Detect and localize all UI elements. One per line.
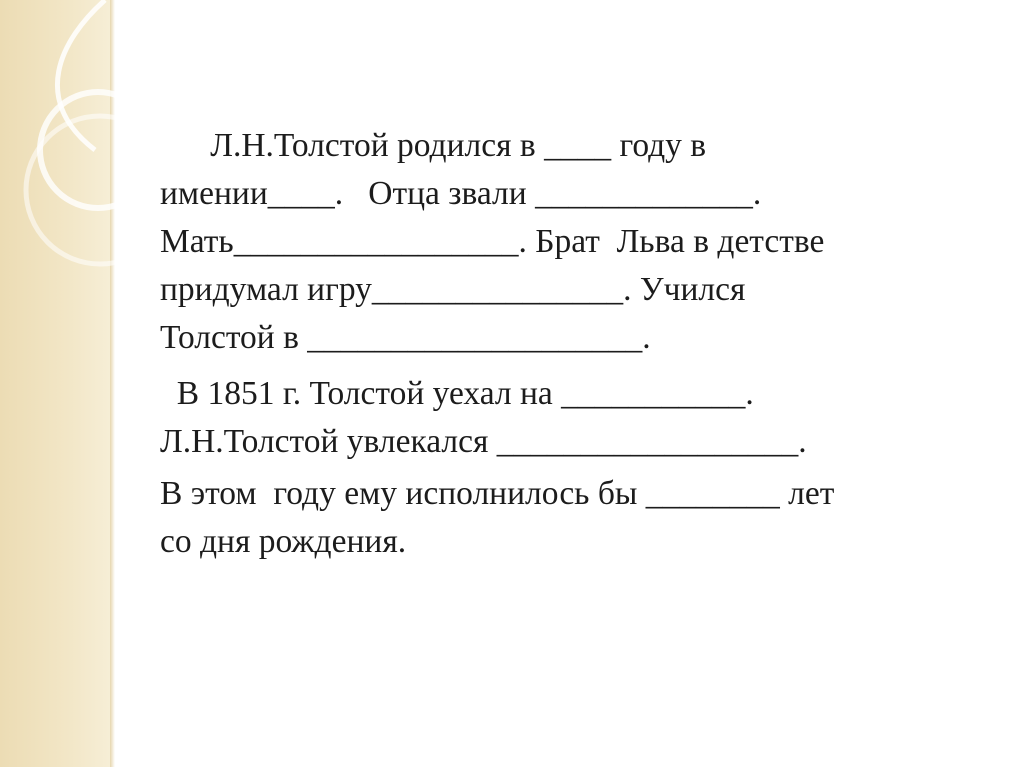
text-line: В этом году ему исполнилось бы ________ лет xyxy=(160,475,835,512)
text-line: имении____. Отца звали _____________. xyxy=(160,175,762,212)
text-line: Л.Н.Толстой увлекался __________________. xyxy=(160,423,807,460)
text-line: Мать_________________. Брат Льва в детстве xyxy=(160,223,825,260)
text-line: со дня рождения. xyxy=(160,523,407,560)
text-line: придумал игру_______________. Учился xyxy=(160,271,746,308)
worksheet-text xyxy=(160,122,980,566)
text-line: Л.Н.Толстой родился в ____ году в xyxy=(160,127,707,164)
text-line: Толстой в ____________________. xyxy=(160,319,651,356)
text-line: В 1851 г. Толстой уехал на ___________. xyxy=(160,375,754,412)
